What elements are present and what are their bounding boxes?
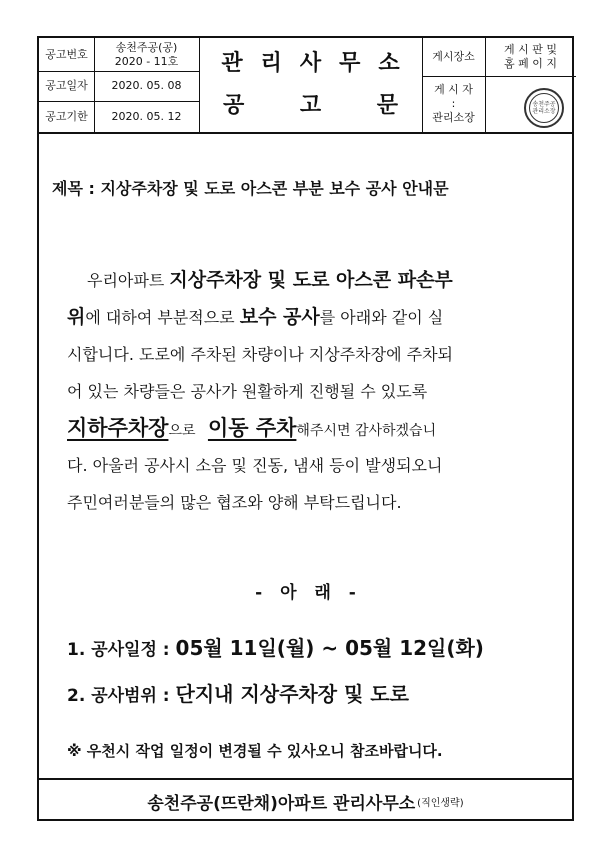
body-line: 주민여러분들의 많은 협조와 양해 부탁드립니다. xyxy=(67,493,402,512)
notice-body xyxy=(67,262,563,521)
schedule-item xyxy=(67,632,484,661)
scope-item xyxy=(67,678,409,707)
deadline-value: 2020. 05. 12 xyxy=(111,109,182,123)
body-line xyxy=(67,299,563,336)
body-text: 으로 xyxy=(168,423,200,439)
seal-text-1: 송천주공 xyxy=(532,101,556,108)
notice-title: 공 고 문 xyxy=(222,93,399,118)
body-line: 어 있는 차량들은 공사가 원활하게 진행될 수 있도록 xyxy=(67,382,428,401)
notice-date-label: 공고일자 xyxy=(45,79,88,92)
body-text: 를 아래와 같이 실 xyxy=(319,308,444,327)
seal-text xyxy=(532,101,555,115)
post-place-value-1: 게 시 판 및 xyxy=(504,43,557,56)
header-table xyxy=(39,38,572,134)
notice-date-value: 2020. 05. 08 xyxy=(111,79,182,92)
body-text: 에 대하여 부분적으로 xyxy=(85,308,240,327)
scope-label: 2. 공사범위 : xyxy=(67,686,176,706)
schedule-value: 05월 11일(월) ~ 05월 12일(화) xyxy=(175,636,484,660)
notice-frame xyxy=(37,36,574,821)
notice-subject: 제목 : 지상주차장 및 도로 아스콘 부분 보수 공사 안내문 xyxy=(52,179,449,198)
poster-label-1: 게 시 자 xyxy=(434,83,473,96)
deadline-label: 공고기한 xyxy=(45,109,88,123)
body-text: 우리아파트 xyxy=(87,271,170,290)
body-line xyxy=(67,262,563,299)
notice-no-value-1: 송천주공(공) xyxy=(115,40,178,54)
schedule-label: 1. 공사일정 : xyxy=(67,640,176,660)
body-line: 다. 아울러 공사시 소음 및 진동, 냄새 등이 발생되오니 xyxy=(67,456,443,475)
poster-label-2: : xyxy=(451,97,456,110)
seal-text-2: 관리소장 xyxy=(532,108,556,115)
footer-seal-omitted: (직인생략) xyxy=(417,798,464,809)
notice-no-value xyxy=(94,38,199,71)
scope-value: 단지내 지상주차장 및 도로 xyxy=(175,682,409,706)
post-place-value-2: 홈 페 이 지 xyxy=(504,57,557,70)
poster-label xyxy=(422,76,485,132)
body-emphasis: 지하주차장 xyxy=(67,416,169,440)
footer-office: 송천주공(뜨란채)아파트 관리사무소 xyxy=(147,794,416,814)
post-place-value xyxy=(485,38,576,76)
body-emphasis: 보수 공사 xyxy=(239,306,320,328)
office-title: 관리사무소 xyxy=(221,51,418,76)
details-heading: - 아 래 - xyxy=(255,583,356,603)
official-seal-icon xyxy=(524,88,564,128)
body-line: 시합니다. 도로에 주차된 차량이나 지상주차장에 주차되 xyxy=(67,345,454,364)
seal-inner xyxy=(529,93,559,123)
post-place-label: 게시장소 xyxy=(432,50,475,63)
body-emphasis: 위 xyxy=(67,306,86,328)
poster-label-3: 관리소장 xyxy=(432,111,475,124)
body-line xyxy=(67,410,563,447)
body-text: 해주시면 감사하겠습니 xyxy=(296,423,437,439)
rain-note: ※ 우천시 작업 일정이 변경될 수 있사오니 참조바랍니다. xyxy=(67,742,443,760)
notice-no-value-2: 2020 - 11호 xyxy=(114,54,179,68)
body-emphasis: 이동 주차 xyxy=(207,416,297,440)
footer-signature xyxy=(39,778,572,823)
body-emphasis: 지상주차장 및 도로 아스콘 파손부 xyxy=(169,269,453,291)
notice-no-label: 공고번호 xyxy=(45,47,88,61)
